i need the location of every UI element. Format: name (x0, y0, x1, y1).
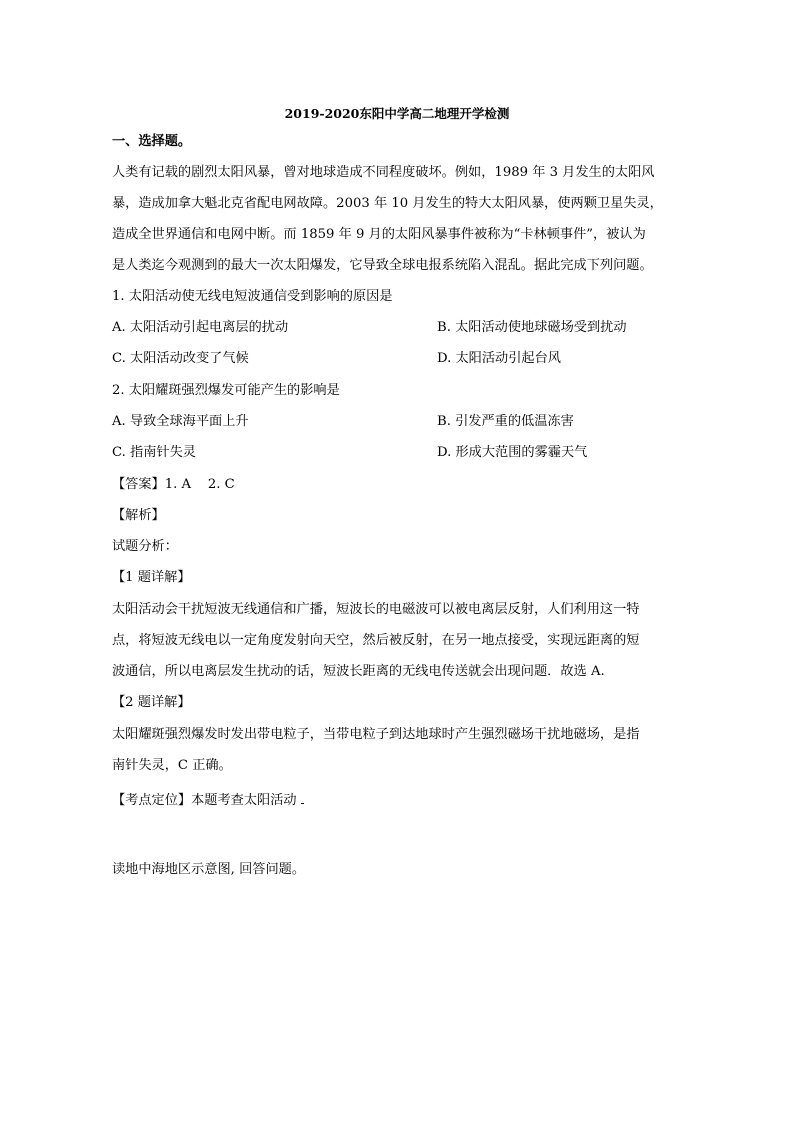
question-1-option-a: A. 太阳活动引起电离层的扰动 (112, 320, 289, 335)
document-title: 2019-2020东阳中学高二地理开学检测 (284, 106, 510, 121)
answer-label: 【答案】 (112, 477, 165, 492)
answer-line (112, 475, 235, 495)
passage-line-4: 是人类迄今观测到的最大一次太阳爆发，它导致全球电报系统陷入混乱。据此完成下列问题。 (112, 258, 653, 273)
question-2-option-c: C. 指南针失灵 (112, 445, 196, 460)
detail-1-line-3: 波通信，所以电离层发生扰动的话，短波长距离的无线电传送就会出现问题．故选 A. (112, 664, 605, 679)
question-2-stem: 2. 太阳耀斑强烈爆发可能产生的影响是 (112, 383, 340, 398)
detail-1-line-1: 太阳活动会干扰短波无线通信和广播，短波长的电磁波可以被电离层反射，人们利用这一特 (112, 602, 640, 617)
blank-underline (301, 793, 304, 804)
detail-2-label: 【2 题详解】 (112, 695, 191, 710)
answer-text: 1. A 2. C (164, 477, 235, 492)
detail-1-label: 【1 题详解】 (112, 570, 191, 585)
question-2-option-b: B. 引发严重的低温冻害 (437, 414, 574, 429)
question-2-option-a: A. 导致全球海平面上升 (112, 414, 249, 429)
detail-2-line-1: 太阳耀斑强烈爆发时发出带电粒子，当带电粒子到达地球时产生强烈磁场干扰地磁场，是指 (112, 727, 640, 742)
passage-line-3: 造成全世界通信和电网中断。而 1859 年 9 月的太阳风暴事件被称为“卡林顿事件”，被认为 (112, 227, 646, 242)
analysis-intro: 试题分析： (112, 539, 178, 554)
analysis-label: 【解析】 (112, 508, 165, 523)
detail-1-line-2: 点，将短波无线电以一定角度发射向天空，然后被反射，在另一地点接受，实现远距离的短 (112, 633, 640, 648)
next-question-prompt: 读地中海地区示意图, 回答问题。 (112, 862, 306, 877)
section-heading: 一、选择题。 (112, 134, 192, 149)
kaodian-line (112, 791, 304, 811)
question-2-option-d: D. 形成大范围的雾霾天气 (437, 445, 588, 460)
detail-2-line-2: 南针失灵，C 正确。 (112, 758, 232, 773)
kaodian-label: 【考点定位】 (112, 793, 192, 808)
question-1-option-c: C. 太阳活动改变了气候 (112, 351, 249, 366)
passage-line-2: 暴，造成加拿大魁北克省配电网故障。2003 年 10 月发生的特大太阳风暴，使两颗卫星失灵， (112, 196, 663, 211)
question-1-option-d: D. 太阳活动引起台风 (437, 351, 561, 366)
passage-line-1: 人类有记载的剧烈太阳风暴，曾对地球造成不同程度破坏。例如，1989 年 3 月发生的太阳风 (112, 165, 655, 180)
kaodian-text: 本题考查太阳活动 (191, 793, 297, 808)
question-1-option-b: B. 太阳活动使地球磁场受到扰动 (437, 320, 627, 335)
question-1-stem: 1. 太阳活动使无线电短波通信受到影响的原因是 (112, 289, 393, 304)
